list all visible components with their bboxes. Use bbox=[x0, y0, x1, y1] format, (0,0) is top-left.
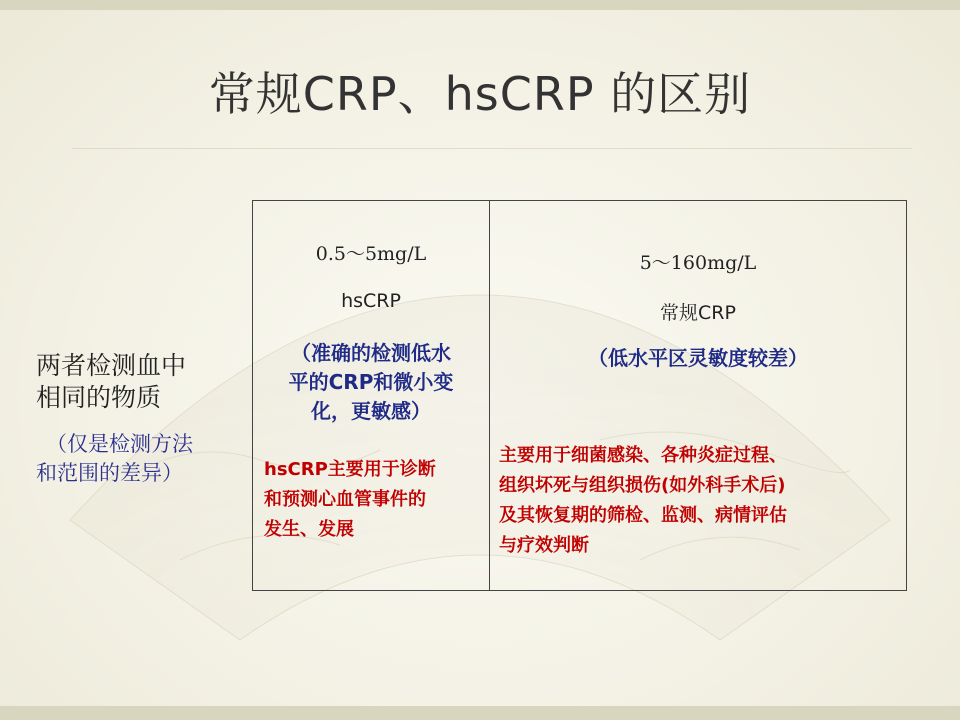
hscrp-usage-line: 和预测心血管事件的 bbox=[264, 489, 426, 510]
hscrp-description bbox=[253, 339, 489, 426]
row-note-line: （仅是检测方法 bbox=[46, 432, 193, 456]
regular-crp-name: 常规CRP bbox=[660, 302, 736, 324]
hscrp-name: hsCRP bbox=[341, 290, 401, 312]
hscrp-usage-line: 发生、发展 bbox=[264, 519, 354, 540]
hscrp-description-line: （准确的检测低水 bbox=[291, 341, 451, 365]
regular-crp-usage bbox=[499, 441, 787, 561]
row-label-line: 相同的物质 bbox=[36, 383, 162, 412]
regular-crp-usage-line: 与疗效判断 bbox=[499, 535, 589, 556]
regular-crp-usage-line: 及其恢复期的筛检、监测、病情评估 bbox=[499, 505, 787, 526]
row-note bbox=[36, 430, 246, 488]
regular-crp-range: 5～160mg/L bbox=[639, 252, 757, 274]
hscrp-usage-line: hsCRP主要用于诊断 bbox=[264, 459, 436, 480]
hscrp-usage bbox=[264, 455, 436, 545]
row-note-line: 和范围的差异） bbox=[36, 461, 183, 485]
regular-crp-usage-line: 主要用于细菌感染、各种炎症过程、 bbox=[499, 445, 787, 466]
bottom-border bbox=[0, 706, 960, 720]
row-label-line: 两者检测血中 bbox=[36, 351, 187, 380]
slide-title: 常规CRP、hsCRP 的区别 bbox=[208, 67, 752, 121]
regular-crp-cell bbox=[490, 201, 906, 590]
hscrp-description-line: 化，更敏感） bbox=[311, 399, 431, 423]
title-divider bbox=[72, 148, 912, 149]
hscrp-cell bbox=[253, 201, 489, 590]
regular-crp-usage-line: 组织坏死与组织损伤(如外科手术后) bbox=[499, 475, 786, 496]
regular-crp-description bbox=[490, 344, 906, 373]
hscrp-range: 0.5～5mg/L bbox=[315, 243, 427, 265]
row-label bbox=[36, 350, 246, 414]
hscrp-description-line: 平的CRP和微小变 bbox=[288, 370, 454, 394]
regular-crp-description-line: （低水平区灵敏度较差） bbox=[588, 346, 808, 370]
comparison-table bbox=[252, 200, 907, 591]
